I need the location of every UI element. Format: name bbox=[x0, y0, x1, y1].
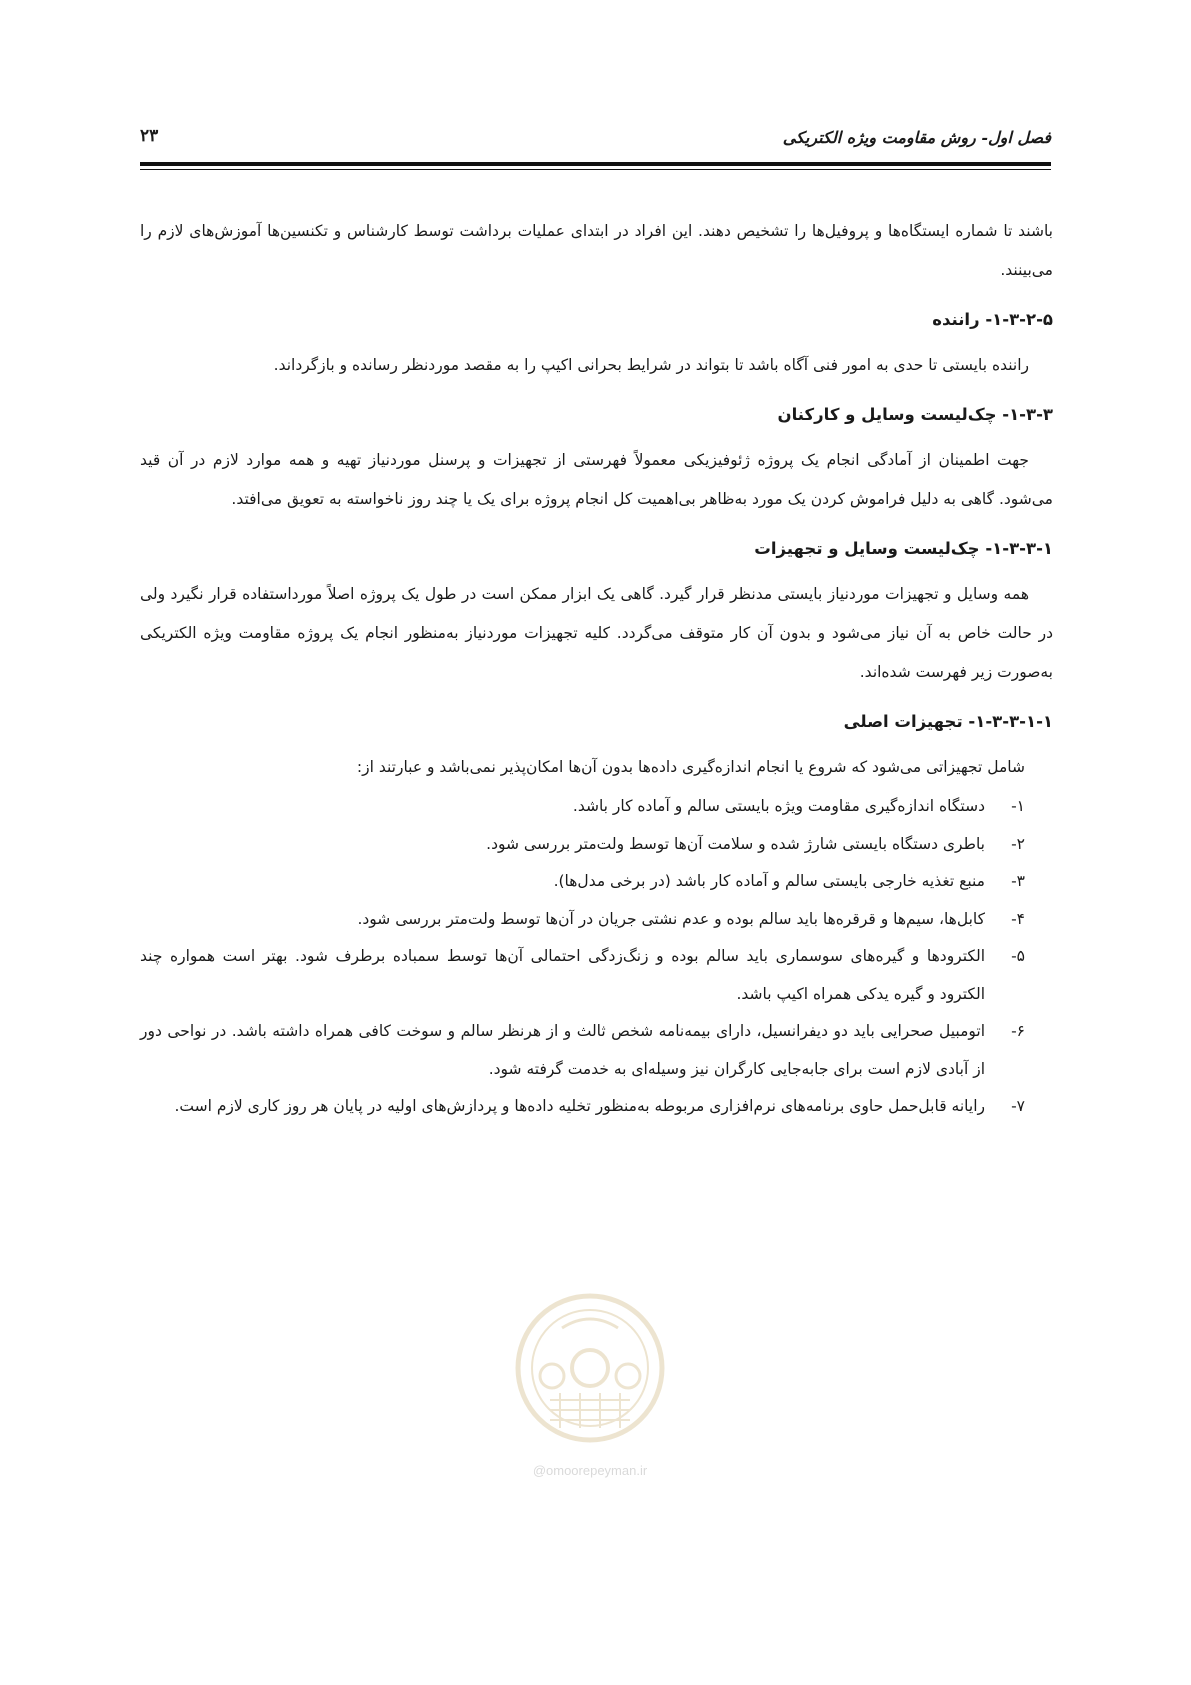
list-item bbox=[140, 788, 1053, 826]
list-item-text: اتومبیل صحرایی باید دو دیفرانسیل، دارای بیمه‌نامه شخص ثالث و از هرنظر سالم و سوخت کافی همراه داشته باشد. در نواحی دور از آبادی لازم است برای جابه‌جایی کارگران نیز وسیله‌ای به خدمت گرفته شود. bbox=[140, 1022, 985, 1078]
heading-equipment-checklist: ۱-۳-۳-۱- چک‌لیست وسایل و تجهیزات bbox=[754, 539, 1053, 558]
list-item-number: ۳- bbox=[1011, 872, 1025, 890]
list-item-text: رایانه قابل‌حمل حاوی برنامه‌های نرم‌افزاری مربوطه به‌منظور تخلیه داده‌ها و پردازش‌های اولیه در پایان هر روز کاری لازم است. bbox=[174, 1097, 985, 1115]
list-item-text: منبع تغذیه خارجی بایستی سالم و آماده کار باشد (در برخی مدل‌ها). bbox=[553, 872, 985, 890]
header-rule-thin bbox=[140, 169, 1051, 170]
page-body bbox=[140, 212, 1053, 1126]
main-equipment-intro: شامل تجهیزاتی می‌شود که شروع یا انجام اندازه‌گیری داده‌ها بدون آن‌ها امکان‌پذیر نمی‌باشد و عبارتند از: bbox=[356, 758, 1025, 776]
list-item-text: باطری دستگاه بایستی شارژ شده و سلامت آن‌ها توسط ولت‌متر بررسی شود. bbox=[486, 834, 985, 853]
list-item-number: ۷- bbox=[1011, 1097, 1025, 1115]
list-item bbox=[140, 863, 1053, 901]
list-item-text: دستگاه اندازه‌گیری مقاومت ویژه بایستی سالم و آماده کار باشد. bbox=[572, 797, 985, 815]
list-item-text: الکترودها و گیره‌های سوسماری باید سالم بوده و زنگ‌زدگی احتمالی آن‌ها توسط سمباده برطرف شود. بهتر است همواره چند الکترود و گیره یدکی همراه اکیپ باشد. bbox=[140, 947, 985, 1003]
equipment-list bbox=[140, 788, 1053, 1126]
list-item-number: ۶- bbox=[1011, 1022, 1025, 1040]
page-number: ۲۳ bbox=[140, 126, 159, 146]
publisher-watermark bbox=[480, 1288, 700, 1478]
list-item bbox=[140, 1088, 1053, 1126]
paragraph-intro: باشند تا شماره ایستگاه‌ها و پروفیل‌ها را تشخیص دهند. این افراد در ابتدای عملیات برداشت توسط کارشناس و تکنسین‌ها آموزش‌های لازم را می‌بینند. bbox=[140, 222, 1053, 279]
publisher-seal-icon bbox=[480, 1288, 700, 1458]
list-item bbox=[140, 938, 1053, 1013]
chapter-title: فصل اول- روش مقاومت ویژه الکتریکی bbox=[782, 128, 1051, 147]
list-item bbox=[140, 1013, 1053, 1088]
running-header bbox=[140, 128, 1051, 158]
watermark-url: @omoorepeyman.ir bbox=[532, 1463, 648, 1478]
heading-main-equipment: ۱-۳-۳-۱-۱- تجهیزات اصلی bbox=[843, 712, 1053, 731]
heading-checklist: ۱-۳-۳- چک‌لیست وسایل و کارکنان bbox=[777, 405, 1053, 424]
list-item-number: ۵- bbox=[1011, 947, 1025, 965]
paragraph-driver: راننده بایستی تا حدی به امور فنی آگاه باشد تا بتواند در شرایط بحرانی اکیپ را به مقصد موردنظر رسانده و بازگرداند. bbox=[273, 356, 1029, 374]
list-item-number: ۴- bbox=[1011, 909, 1025, 928]
list-item bbox=[140, 826, 1053, 864]
header-rule-thick bbox=[140, 162, 1051, 166]
paragraph-checklist: جهت اطمینان از آمادگی انجام یک پروژه ژئوفیزیکی معمولاً فهرستی از تجهیزات و پرسنل موردنیاز تهیه و همه موارد لازم در آن قید می‌شود. گاهی به دلیل فراموش کردن یک مورد به‌ظاهر بی‌اهمیت کل انجام پروژه برای یک یا چند روز ناخواسته به تعویق می‌افتد. bbox=[140, 451, 1053, 508]
paragraph-equipment: همه وسایل و تجهیزات موردنیاز بایستی مدنظر قرار گیرد. گاهی یک ابزار ممکن است در طول یک پروژه اصلاً مورداستفاده قرار نگیرد ولی در حالت خاص به آن نیاز می‌شود و بدون آن کار متوقف می‌گردد. کلیه تجهیزات موردنیاز به‌منظور انجام یک پروژه مقاومت ویژه الکتریکی به‌صورت زیر فهرست شده‌اند. bbox=[140, 585, 1053, 681]
list-item-number: ۲- bbox=[1011, 834, 1025, 853]
heading-driver: ۱-۳-۲-۵- راننده bbox=[932, 310, 1053, 329]
list-item bbox=[140, 901, 1053, 939]
list-item-text: کابل‌ها، سیم‌ها و قرقره‌ها باید سالم بوده و عدم نشتی جریان در آن‌ها توسط ولت‌متر بررسی شود. bbox=[357, 909, 985, 928]
list-item-number: ۱- bbox=[1011, 797, 1025, 815]
